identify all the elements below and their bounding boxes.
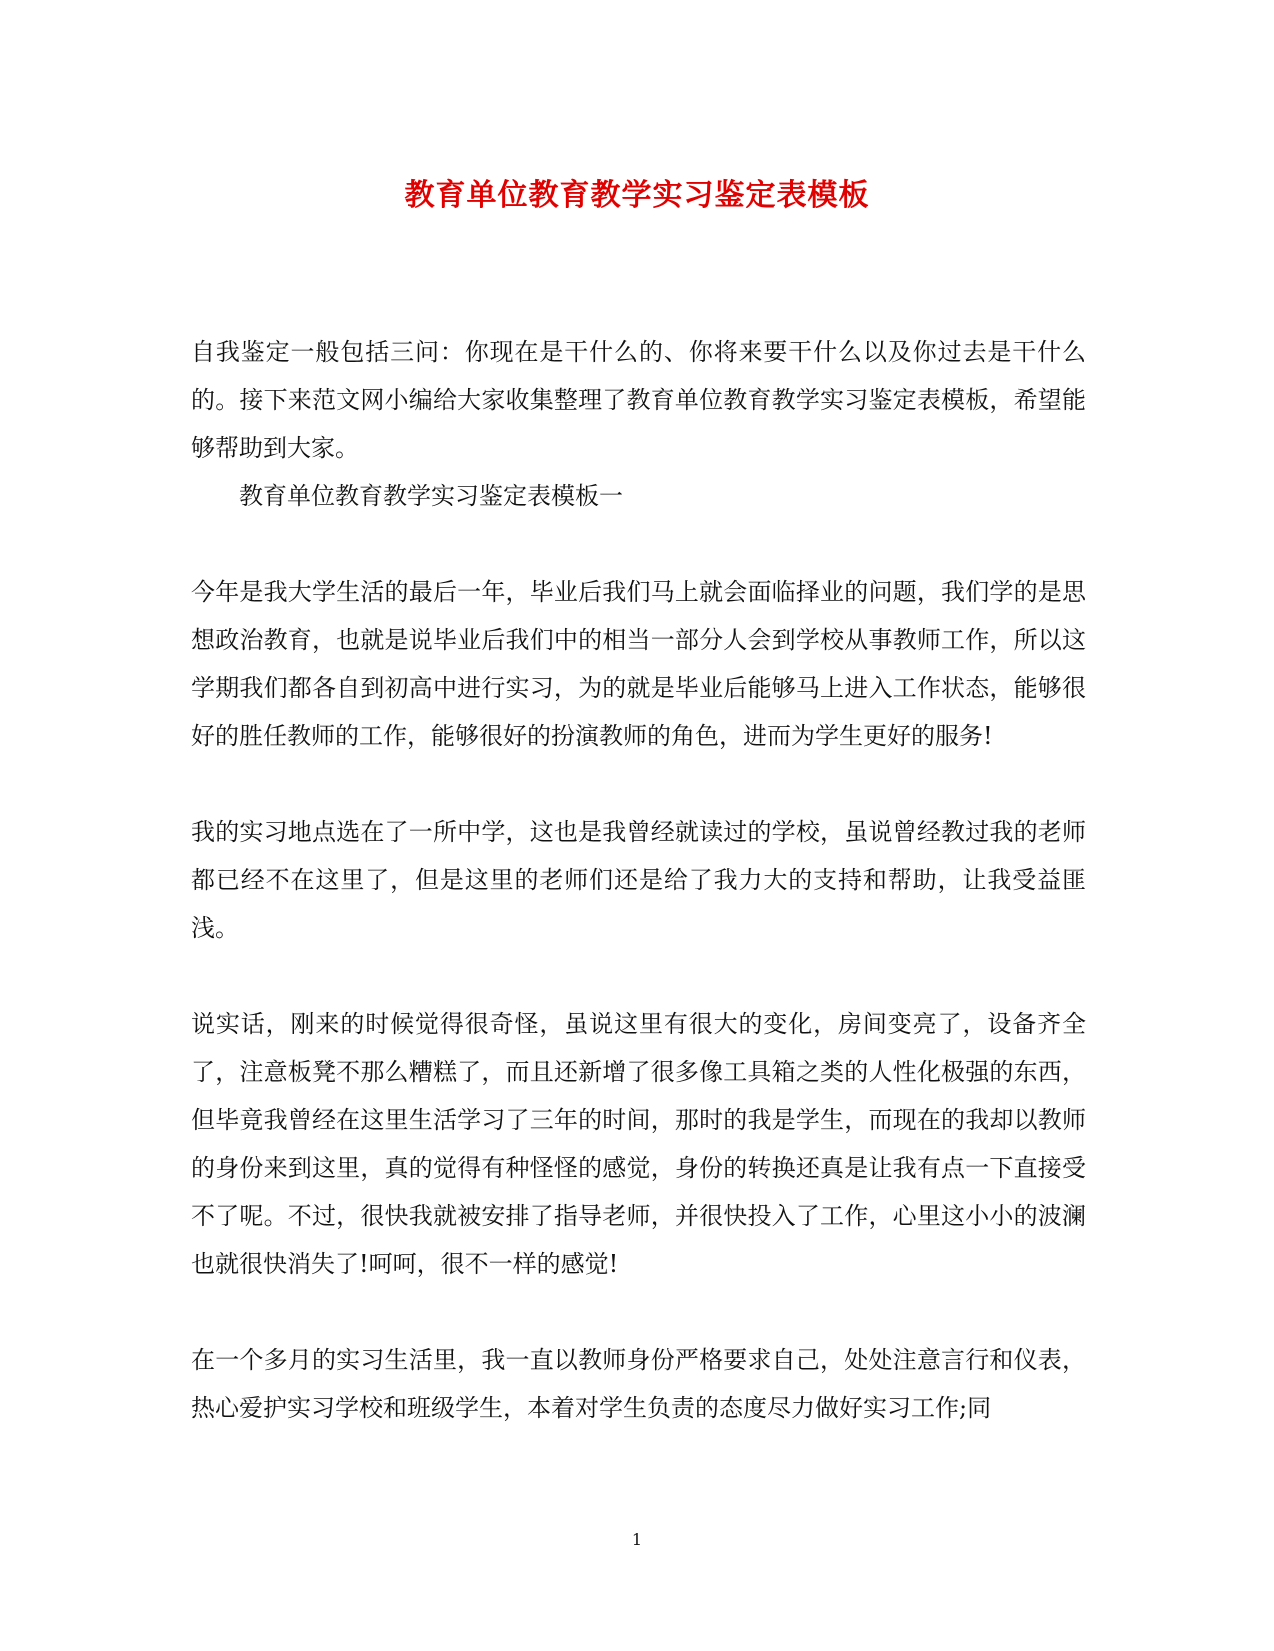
document-body <box>191 328 1086 1432</box>
body-paragraph: 我的实习地点选在了一所中学，这也是我曾经就读过的学校，虽说曾经教过我的老师都已经不在这里了，但是这里的老师们还是给了我力大的支持和帮助，让我受益匪浅。 <box>191 818 1086 942</box>
document-title: 教育单位教育教学实习鉴定表模板 <box>404 178 870 213</box>
page-number: 1 <box>631 1530 643 1549</box>
section-heading: 教育单位教育教学实习鉴定表模板一 <box>239 482 623 510</box>
intro-paragraph: 自我鉴定一般包括三问：你现在是干什么的、你将来要干什么以及你过去是干什么的。接下来范文网小编给大家收集整理了教育单位教育教学实习鉴定表模板，希望能够帮助到大家。 <box>191 338 1086 462</box>
paragraph-gap <box>191 952 1086 1000</box>
paragraph-gap <box>191 1288 1086 1336</box>
body-paragraph: 在一个多月的实习生活里，我一直以教师身份严格要求自己，处处注意言行和仪表，热心爱护实习学校和班级学生，本着对学生负责的态度尽力做好实习工作;同 <box>191 1346 1086 1422</box>
paragraph-gap <box>191 520 1086 568</box>
paragraph-gap <box>191 760 1086 808</box>
body-paragraph: 今年是我大学生活的最后一年，毕业后我们马上就会面临择业的问题，我们学的是思想政治教育，也就是说毕业后我们中的相当一部分人会到学校从事教师工作，所以这学期我们都各自到初高中进行实习，为的就是毕业后能够马上进入工作状态，能够很好的胜任教师的工作，能够很好的扮演教师的角色，进而为学生更好的服务! <box>191 578 1086 750</box>
body-paragraph: 说实话，刚来的时候觉得很奇怪，虽说这里有很大的变化，房间变亮了，设备齐全了，注意板凳不那么糟糕了，而且还新增了很多像工具箱之类的人性化极强的东西，但毕竟我曾经在这里生活学习了三年的时间，那时的我是学生，而现在的我却以教师的身份来到这里，真的觉得有种怪怪的感觉，身份的转换还真是让我有点一下直接受不了呢。不过，很快我就被安排了指导老师，并很快投入了工作，心里这小小的波澜也就很快消失了!呵呵，很不一样的感觉! <box>191 1010 1086 1278</box>
